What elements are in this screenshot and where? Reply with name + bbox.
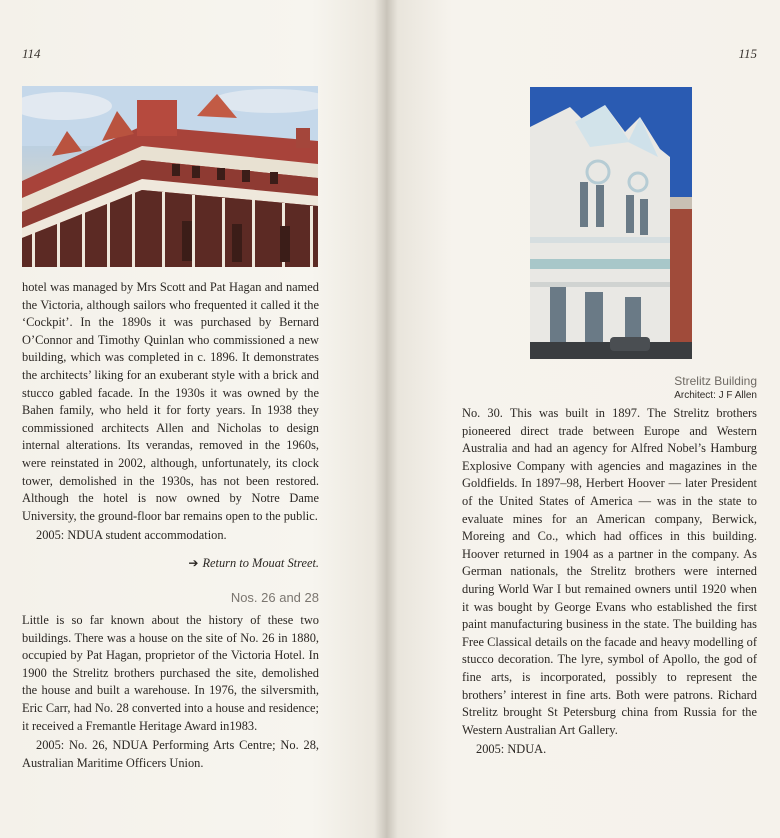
return-to-mouat-street bbox=[22, 556, 319, 571]
hotel-history-text bbox=[22, 279, 319, 545]
hotel-paragraph: hotel was managed by Mrs Scott and Pat Hagan and named the Victoria, although sailors who frequented it called it the ‘Cockpit’. In the 1890s it was purchased by Bernard O’Connor and Timothy Quinlan who commissioned a new building, which was completed in c. 1896. It demonstrates the architects’ liking for an exuberant style with a brick and stucco gabled facade. In the 1930s it was owned by the Bahen family, who held it for forty years. In 1938 they commissioned architects Allen and Nicholas to design internal alterations. Its verandas, removed in the 1960s, were reinstated in 2002, although, unfortunately, its clock tower, demolished in the 1930s, has not been restored. Although the hotel is now owned by Notre Dame University, the ground-floor bar remains open to the public. bbox=[22, 280, 319, 523]
nos-26-28-paragraph: Little is so far known about the history of these two buildings. There was a house on the site of No. 26 in 1880, occupied by Pat Hagan, proprietor of the Victoria Hotel. In 1900 the Strelitz brothers purchased the site, demolished the house and built a warehouse. In 1976, the silversmith, Eric Carr, had No. 28 converted into a house and residence; it received a Fremantle Heritage Award in1983. bbox=[22, 613, 319, 733]
strelitz-2005-note: 2005: NDUA. bbox=[476, 742, 547, 757]
victoria-hotel-photo bbox=[22, 86, 318, 267]
strelitz-building-photo bbox=[530, 87, 692, 359]
arrow-right-icon: ➔ bbox=[188, 556, 199, 570]
section-heading-nos-26-28: Nos. 26 and 28 bbox=[230, 590, 319, 605]
nos-26-28-text bbox=[22, 612, 319, 772]
hotel-2005-note: 2005: NDUA student accommodation. bbox=[36, 528, 227, 543]
page-number-left: 114 bbox=[22, 46, 41, 61]
strelitz-paragraph: No. 30. This was built in 1897. The Strelitz brothers pioneered direct trade between Europe and Western Australia and had an agency for Alfred Nobel’s Hamburg Explosive Company with agencies and magazines in the Goldfields. In 1897–98, Herbert Hoover — later President of the United States of America — was in the state to evaluate mines for an American company, Berwick, Moreing and Co., which had offices in this building. Hoover returned in 1904 as a partner in the company. As German nationals, the Strelitz brothers were interned during World War I but remained owners until 1920 when it was bought by George Evans who established the first paint manufacturing business in the state. The building has Free Classical details on the facade and heavy modelling of stucco decoration. The lyre, symbol of Apollo, the god of fine arts, is incorporated, possibly to represent the brothers’ interest in fine arts. Both were patrons. Richard Strelitz brought St Petersburg china from Russia for the Western Australian Art Gallery. bbox=[462, 406, 757, 737]
return-text: Return to Mouat Street. bbox=[202, 556, 319, 570]
strelitz-illustration bbox=[530, 87, 692, 359]
strelitz-text bbox=[462, 405, 757, 759]
right-page bbox=[385, 0, 780, 838]
photo-caption-credit: Architect: J F Allen bbox=[674, 390, 757, 401]
hotel-illustration bbox=[22, 86, 318, 267]
photo-caption-title: Strelitz Building bbox=[674, 374, 757, 388]
nos-26-28-2005-note: 2005: No. 26, NDUA Performing Arts Centre; No. 28, Australian Maritime Officers Union. bbox=[22, 738, 319, 770]
page-number-right: 115 bbox=[738, 46, 757, 61]
left-page bbox=[0, 0, 385, 838]
